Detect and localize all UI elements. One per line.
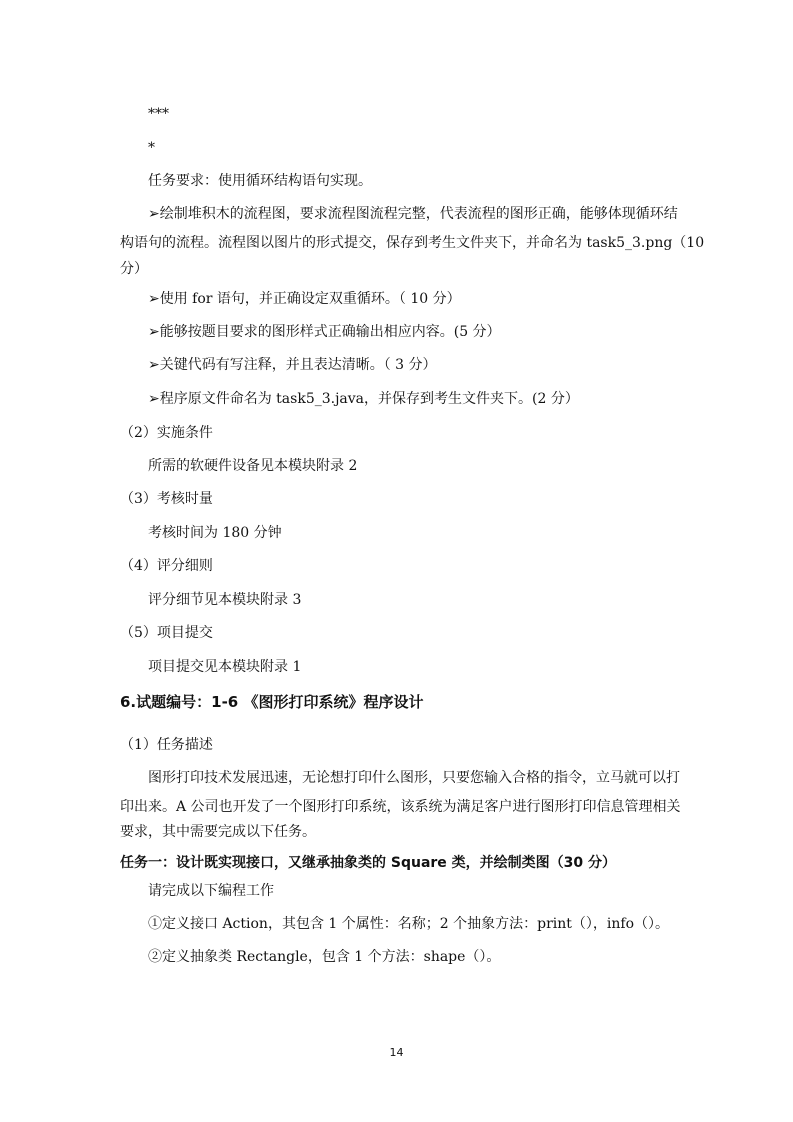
- section-heading: （5）项目提交: [120, 625, 213, 641]
- text-line: 图形打印技术发展迅速，无论想打印什么图形，只要您输入合格的指令，立马就可以打: [148, 770, 680, 786]
- page-number: 14: [389, 1046, 404, 1059]
- exam-question-title: 6.试题编号：1-6 《图形打印系统》程序设计: [120, 693, 424, 711]
- bullet-item: ➢使用 for 语句，并正确设定双重循环。（ 10 分）: [148, 291, 461, 307]
- text-line: 评分细节见本模块附录 3: [148, 592, 302, 608]
- text-line: 任务要求：使用循环结构语句实现。: [148, 173, 372, 189]
- text-line: 所需的软硬件设备见本模块附录 2: [148, 458, 358, 474]
- text-line: 要求，其中需要完成以下任务。: [120, 824, 316, 840]
- text-line: ①定义接口 Action，其包含 1 个属性：名称；2 个抽象方法：print（），info（）。: [148, 916, 669, 932]
- task-heading: 任务一：设计既实现接口，又继承抽象类的 Square 类，并绘制类图（30 分）: [120, 855, 617, 871]
- text-line: 考核时间为 180 分钟: [148, 525, 282, 541]
- text-line: ②定义抽象类 Rectangle，包含 1 个方法：shape（）。: [148, 949, 501, 965]
- text-line: 分）: [120, 261, 148, 277]
- text-line: ***: [148, 106, 169, 122]
- section-heading: （3）考核时量: [120, 491, 213, 507]
- section-heading: （2）实施条件: [120, 425, 213, 441]
- bullet-item: ➢程序原文件命名为 task5_3.java，并保存到考生文件夹下。(2 分）: [148, 391, 579, 407]
- bullet-item: ➢绘制堆积木的流程图，要求流程图流程完整，代表流程的图形正确，能够体现循环结: [148, 206, 678, 222]
- text-line: 项目提交见本模块附录 1: [148, 659, 302, 675]
- text-line: 构语句的流程。流程图以图片的形式提交，保存到考生文件夹下，并命名为 task5_3.png（10: [120, 235, 705, 251]
- text-line: *: [148, 140, 155, 156]
- bullet-item: ➢关键代码有写注释，并且表达清晰。（ 3 分）: [148, 357, 437, 373]
- text-line: 印出来。A 公司也开发了一个图形打印系统，该系统为满足客户进行图形打印信息管理相关: [120, 799, 681, 815]
- section-heading: （4）评分细则: [120, 558, 213, 574]
- bullet-item: ➢能够按题目要求的图形样式正确输出相应内容。(5 分）: [148, 324, 501, 340]
- section-heading: （1）任务描述: [120, 737, 213, 753]
- text-line: 请完成以下编程工作: [148, 883, 274, 899]
